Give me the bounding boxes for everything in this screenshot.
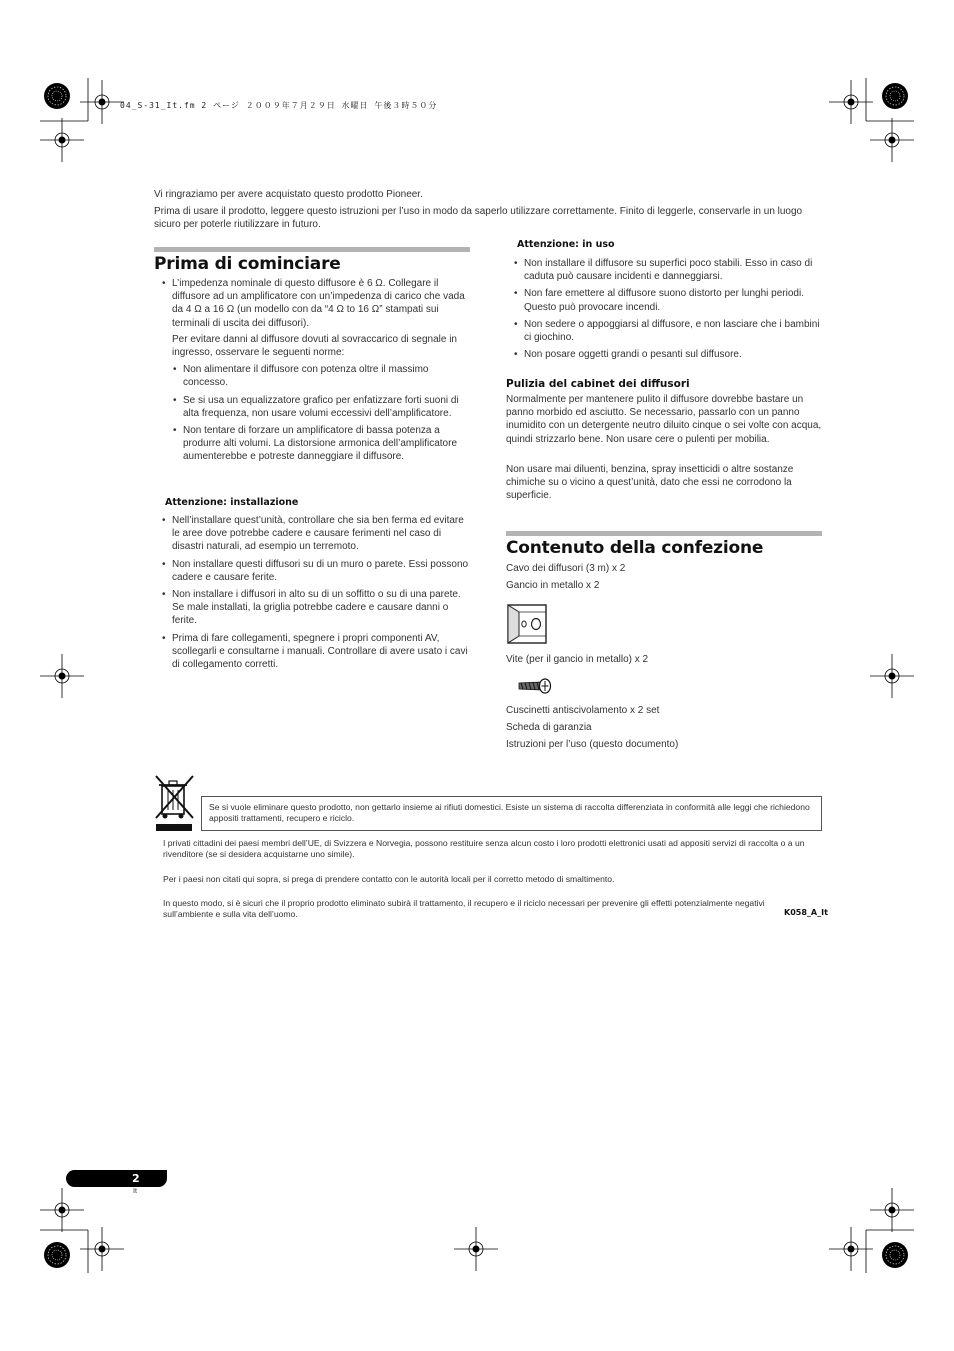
disposal-other-text: Per i paesi non citati qui sopra, si prega di prendere contatto con le autorità locali per il corretto metodo di smaltimento.	[163, 874, 615, 884]
list-item: • Non posare oggetti grandi o pesanti sul diffusore.	[514, 348, 822, 361]
item-pads: Cuscinetti antiscivolamento x 2 set	[506, 705, 660, 716]
list-item	[162, 277, 470, 464]
uso-heading: Attenzione: in uso	[517, 239, 615, 250]
list-item: • Se si usa un equalizzatore grafico per enfatizzare forti suoni di alta frequenza, non usare volumi eccessivi dell’amplificatore.	[173, 394, 470, 420]
list-item: • Non installare il diffusore su superfici poco stabili. Esso in caso di caduta può causare incidenti e danneggiarsi.	[514, 257, 822, 283]
screw-icon	[517, 677, 553, 695]
impedance-text: L’impedenza nominale di questo diffusore è 6 Ω. Collegare il diffusore ad un amplificatore con un’impedenza di carico che vada da 4 Ω a 16 Ω (un modello con da “4 Ω to 16 Ω” stampati sui terminali di uscita dei diffusori).	[172, 278, 465, 329]
intro-thanks: Vi ringraziamo per avere acquistato questo prodotto Pioneer.	[154, 189, 423, 200]
section-rule	[154, 247, 470, 252]
pulizia-warning: Non usare mai diluenti, benzina, spray insetticidi o altre sostanze chimiche su o vicino a quest’unità, dato che essi ne corrodono la superficie.	[506, 464, 794, 502]
list-item: • Non alimentare il diffusore con potenza oltre il massimo concesso.	[173, 363, 470, 389]
overload-text: Per evitare danni al diffusore dovuti al sovraccarico di segnale in ingresso, osservare le seguenti norme:	[172, 333, 457, 359]
contenuto-title: Contenuto della confezione	[506, 538, 764, 558]
item-screw: Vite (per il gancio in metallo) x 2	[506, 654, 649, 665]
install-list	[162, 514, 470, 675]
metal-hook-icon	[506, 603, 548, 645]
section-rule	[506, 531, 822, 536]
uso-list	[514, 257, 822, 365]
pulizia-heading: Pulizia del cabinet dei diffusori	[506, 378, 690, 390]
pulizia-text: Normalmente per mantenere pulito il diffusore dovrebbe bastare un panno morbido ed asciutto. Se necessario, passarlo con un panno inumidito con un detergente neutro diluito cinque o sei volte con acqua, quindi strizzarlo bene. Non usare cere o pulenti per mobilia.	[506, 394, 822, 445]
disposal-summary-text: In questo modo, si è sicuri che il proprio prodotto eliminato subirà il trattamento, il recupero e il riciclo necessari per prevenire gli effetti potenzialmente negativi sull’ambiente e sulla vita dell’uomo.	[163, 898, 765, 920]
prima-title: Prima di cominciare	[154, 254, 341, 274]
item-warranty: Scheda di garanzia	[506, 722, 592, 733]
list-item: • Non fare emettere al diffusore suono distorto per lunghi periodi. Questo può provocare incendi.	[514, 287, 822, 313]
list-item: • Non tentare di forzare un amplificatore di bassa potenza a produrre alti volumi. La distorsione armonica dell’amplificatore aumenterebbe e potreste danneggiare il diffusore.	[173, 424, 470, 464]
item-manual: Istruzioni per l’uso (questo documento)	[506, 739, 679, 750]
item-cable: Cavo dei diffusori (3 m) x 2	[506, 563, 626, 574]
disposal-code: K058_A_It	[784, 908, 828, 917]
intro-instructions: Prima di usare il prodotto, leggere questo istruzioni per l’uso in modo da saperlo utilizzare correttamente. Finito di leggerle, conservarle in un luogo sicuro per poterle riutilizzare in futuro.	[154, 206, 803, 231]
install-heading: Attenzione: installazione	[165, 497, 299, 508]
item-hook: Gancio in metallo x 2	[506, 580, 600, 591]
list-item: • Non installare questi diffusori su di un muro o parete. Essi possono cadere e causare ferite.	[162, 558, 470, 584]
disposal-box-text: Se si vuole eliminare questo prodotto, non gettarlo insieme ai rifiuti domestici. Esiste un sistema di raccolta differenziata in conformità alle leggi che richiedono appositi trattamenti, recupero e riciclo.	[209, 802, 810, 824]
disposal-box	[201, 796, 822, 831]
page-language: It	[133, 1188, 137, 1195]
page-number: 2	[132, 1172, 140, 1185]
weee-bin-icon	[153, 772, 197, 834]
prima-list	[162, 277, 470, 468]
list-item: • Non sedere o appoggiarsi al diffusore, e non lasciare che i bambini ci giochino.	[514, 318, 822, 344]
file-header: 04_S-31_It.fm 2 ページ ２００９年７月２９日 水曜日 午後３時５０分	[120, 101, 438, 110]
disposal-eu-text: I privati cittadini dei paesi membri dell’UE, di Svizzera e Norvegia, possono restituire senza alcun costo i loro prodotti elettronici usati ad appositi servizi di raccolta o a un rivenditore (se si desidera acquistarne uno simile).	[163, 838, 805, 860]
list-item: • Non installare i diffusori in alto su di un soffitto o su di una parete. Se male installati, la griglia potrebbe cadere e causare danni o ferite.	[162, 588, 470, 628]
list-item: • Prima di fare collegamenti, spegnere i propri componenti AV, scollegarli e consultarne i manuali. Controllare di avere usato i cavi di collegamento corretti.	[162, 632, 470, 672]
list-item: • Nell’installare quest’unità, controllare che sia ben ferma ed evitare le aree dove potrebbe cadere e causare ferimenti nel caso di disastri naturali, ad esempio un terremoto.	[162, 514, 470, 554]
page-number-badge	[66, 1170, 167, 1187]
